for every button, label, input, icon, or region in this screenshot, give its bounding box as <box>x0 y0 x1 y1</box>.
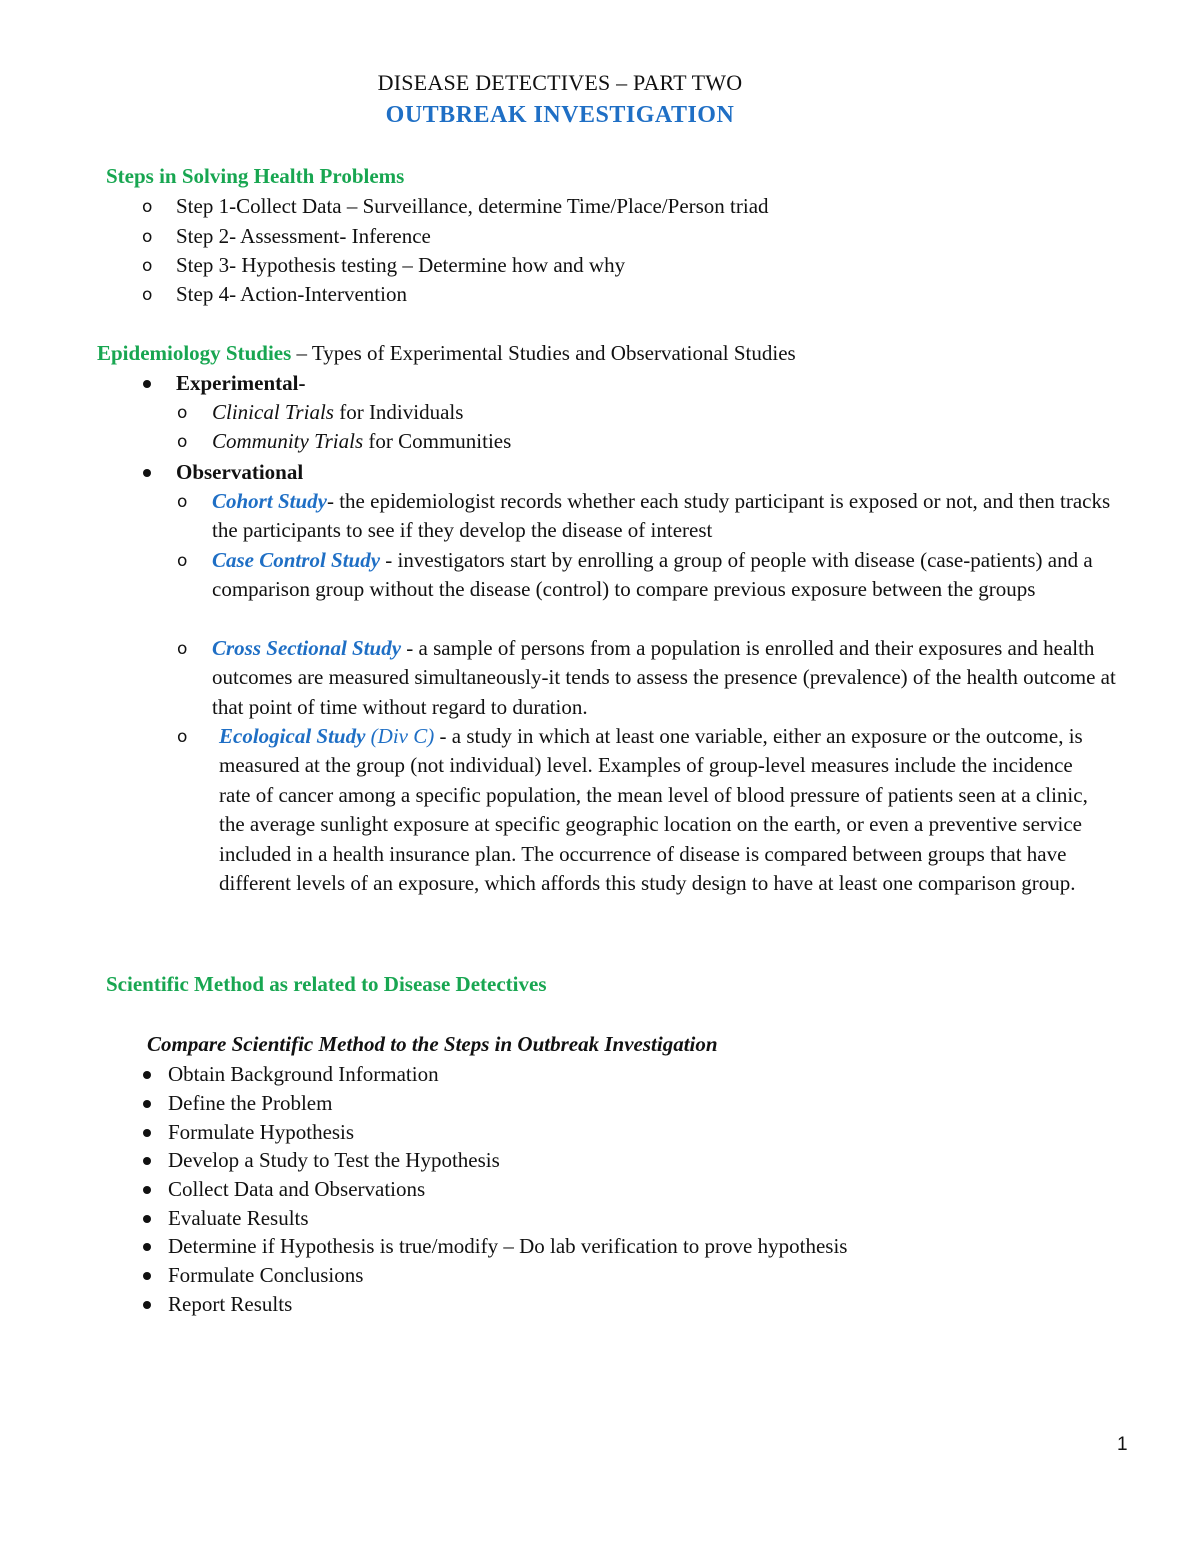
experimental-label: Experimental- <box>176 371 306 395</box>
ecological-item <box>219 722 1099 898</box>
list-item <box>212 398 463 427</box>
epi-heading: Epidemiology Studies <box>97 341 292 365</box>
epi-heading-rest: – Types of Experimental Studies and Observational Studies <box>291 341 796 365</box>
steps-heading: Steps in Solving Health Problems <box>106 164 405 188</box>
list-item: Determine if Hypothesis is true/modify – Do lab verification to prove hypothesis <box>168 1234 848 1258</box>
disc-bullet <box>143 1129 151 1137</box>
list-item: Step 4- Action-Intervention <box>176 282 407 306</box>
o-bullet: o <box>142 227 153 247</box>
list-item: Develop a Study to Test the Hypothesis <box>168 1148 500 1172</box>
sci-subheading: Compare Scientific Method to the Steps in Outbreak Investigation <box>147 1032 718 1056</box>
page-number: 1 <box>1117 1434 1128 1455</box>
clinical-trials-term: Clinical Trials <box>212 400 334 424</box>
ecological-text: - a study in which at least one variable, either an exposure or the outcome, is measured at the group (not individual) level. Examples of group-level measures include the incidence rate of cancer among a specific population, the mean level of blood pressure of patients seen at a clinic, the average sunlight exposure at specific geographic location on the earth, or even a preventive service included in a health insurance plan. The occurrence of disease is compared between groups that have different levels of an exposure, which affords this study design to have at least one comparison group. <box>219 724 1088 896</box>
cohort-study-item <box>212 487 1117 546</box>
disc-bullet <box>143 380 151 388</box>
cohort-study-text: - the epidemiologist records whether each study participant is exposed or not, and then tracks the participants to see if they develop the disease of interest <box>212 489 1111 543</box>
observational-label: Observational <box>176 460 304 484</box>
o-bullet: o <box>142 256 153 276</box>
cross-sectional-item <box>212 634 1124 722</box>
sci-heading: Scientific Method as related to Disease Detectives <box>106 972 547 996</box>
o-bullet: o <box>177 551 188 571</box>
case-control-term: Case Control Study <box>212 548 381 572</box>
document-title: DISEASE DETECTIVES – PART TWO <box>377 70 743 95</box>
list-item: Step 2- Assessment- Inference <box>176 224 431 248</box>
cohort-study-term: Cohort Study <box>212 489 327 513</box>
epi-heading-line <box>97 339 796 368</box>
disc-bullet <box>143 1215 151 1223</box>
list-item <box>212 427 511 456</box>
case-control-item <box>212 546 1097 605</box>
cross-sectional-term: Cross Sectional Study <box>212 636 402 660</box>
list-item: Evaluate Results <box>168 1206 309 1230</box>
list-item: Formulate Conclusions <box>168 1263 364 1287</box>
o-bullet: o <box>177 639 188 659</box>
disc-bullet <box>143 1186 151 1194</box>
list-item: Report Results <box>168 1292 293 1316</box>
ecological-note: (Div C) <box>365 724 435 748</box>
disc-bullet <box>143 1301 151 1309</box>
disc-bullet <box>143 1272 151 1280</box>
list-item: Obtain Background Information <box>168 1062 439 1086</box>
disc-bullet <box>143 1243 151 1251</box>
list-item: Step 1-Collect Data – Surveillance, determine Time/Place/Person triad <box>176 194 769 218</box>
o-bullet: o <box>177 492 188 512</box>
o-bullet: o <box>142 197 153 217</box>
community-trials-rest: for Communities <box>363 429 512 453</box>
list-item: Step 3- Hypothesis testing – Determine how and why <box>176 253 626 277</box>
list-item: Define the Problem <box>168 1091 333 1115</box>
disc-bullet <box>143 1100 151 1108</box>
document-subtitle: OUTBREAK INVESTIGATION <box>385 102 735 128</box>
o-bullet: o <box>177 727 188 747</box>
o-bullet: o <box>177 403 188 423</box>
disc-bullet <box>143 469 151 477</box>
disc-bullet <box>143 1071 151 1079</box>
list-item: Collect Data and Observations <box>168 1177 426 1201</box>
ecological-term: Ecological Study <box>219 724 366 748</box>
clinical-trials-rest: for Individuals <box>333 400 464 424</box>
o-bullet: o <box>177 432 188 452</box>
cross-sectional-text: - a sample of persons from a population is enrolled and their exposures and health outcomes are measured simultaneously-it tends to assess the presence (prevalence) of the health outcome at that point of time without regard to duration. <box>212 636 1116 719</box>
community-trials-term: Community Trials <box>212 429 364 453</box>
disc-bullet <box>143 1157 151 1165</box>
case-control-text: - investigators start by enrolling a group of people with disease (case-patients) and a comparison group without the disease (control) to compare previous exposure between the groups <box>212 548 1093 602</box>
list-item: Formulate Hypothesis <box>168 1120 355 1144</box>
o-bullet: o <box>142 285 153 305</box>
